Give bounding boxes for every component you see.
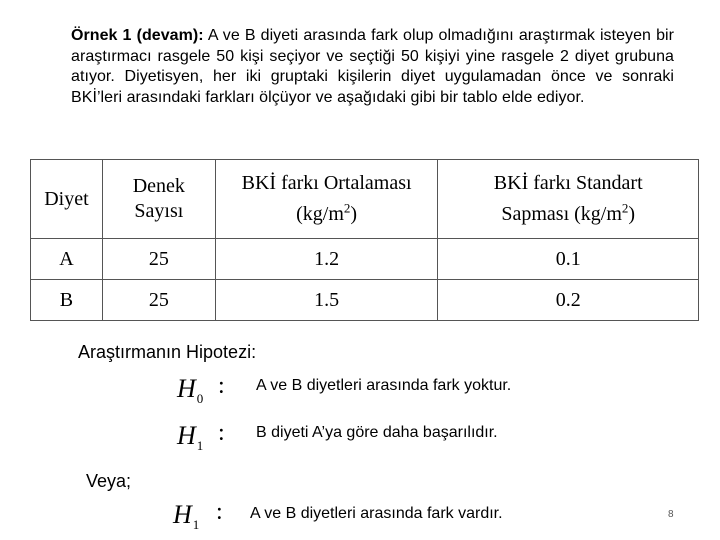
header-sd-unit-close: )	[628, 203, 636, 226]
h1-alt-letter: H	[173, 500, 192, 529]
h1-alt-text: A ve B diyetleri arasında fark vardır.	[250, 505, 503, 522]
h1-letter: H	[177, 421, 196, 450]
h1-alt-symbol	[173, 500, 199, 533]
h1-colon: :	[218, 420, 225, 446]
cell-count: 25	[102, 280, 215, 321]
h0-colon: :	[218, 373, 225, 399]
h0-text: A ve B diyetleri arasında fark yoktur.	[256, 377, 512, 394]
header-sd-line2	[501, 200, 636, 226]
header-sd-unit: Sapması (kg/m	[501, 203, 622, 226]
diet-data-table	[30, 159, 699, 321]
h1-symbol	[177, 421, 203, 454]
h0-letter: H	[177, 374, 196, 403]
h0-symbol	[177, 374, 203, 407]
header-mean-line2	[296, 200, 358, 226]
h1-text: B diyeti A’ya göre daha başarılıdır.	[256, 424, 498, 441]
header-mean-unit-sup: 2	[343, 200, 351, 216]
header-bmi-mean	[215, 160, 438, 239]
intro-text: A ve B diyeti arasında fark olup olmadığını araştırmak isteyen bir araştırmacı rasgele 50 kişi seçiyor ve seçtiği 50 kişiyi yine rasgele 2 diyet grubuna atıyor. Diyetisyen, her iki gruptaki kişilerin diyet uygulamadan önce ve sonraki BKİ’leri arasındaki farkları ölçüyor ve aşağıdaki gibi bir tablo elde ediyor.	[71, 27, 674, 106]
header-mean-line1: BKİ farkı Ortalaması	[241, 171, 412, 194]
cell-count: 25	[102, 239, 215, 280]
table-row	[31, 239, 699, 280]
header-subject-count	[102, 160, 215, 239]
header-mean-unit: (kg/m	[296, 203, 344, 226]
table-header-row	[31, 160, 699, 239]
cell-diet: A	[31, 239, 103, 280]
cell-sd: 0.2	[438, 280, 699, 321]
alternative-label: Veya;	[86, 471, 132, 491]
cell-diet: B	[31, 280, 103, 321]
cell-mean: 1.2	[215, 239, 438, 280]
h1-alt-colon: :	[216, 499, 223, 525]
page-number: 8	[668, 509, 674, 520]
h1-subscript: 1	[196, 438, 204, 453]
h1-alt-subscript: 1	[192, 517, 200, 532]
header-count-line1: Denek	[132, 175, 185, 197]
header-sd-line1: BKİ farkı Standart	[493, 171, 643, 194]
example-label: Örnek 1 (devam):	[71, 27, 204, 44]
header-mean-unit-close: )	[350, 203, 358, 226]
header-bmi-sd	[438, 160, 699, 239]
cell-mean: 1.5	[215, 280, 438, 321]
h0-subscript: 0	[196, 391, 204, 406]
cell-sd: 0.1	[438, 239, 699, 280]
table-row	[31, 280, 699, 321]
hypothesis-title: Araştırmanın Hipotezi:	[78, 342, 257, 362]
header-count-line2: Sayısı	[134, 200, 184, 222]
header-diet: Diyet	[31, 160, 103, 239]
intro-paragraph	[71, 26, 674, 108]
header-sd-unit-sup: 2	[621, 200, 629, 216]
